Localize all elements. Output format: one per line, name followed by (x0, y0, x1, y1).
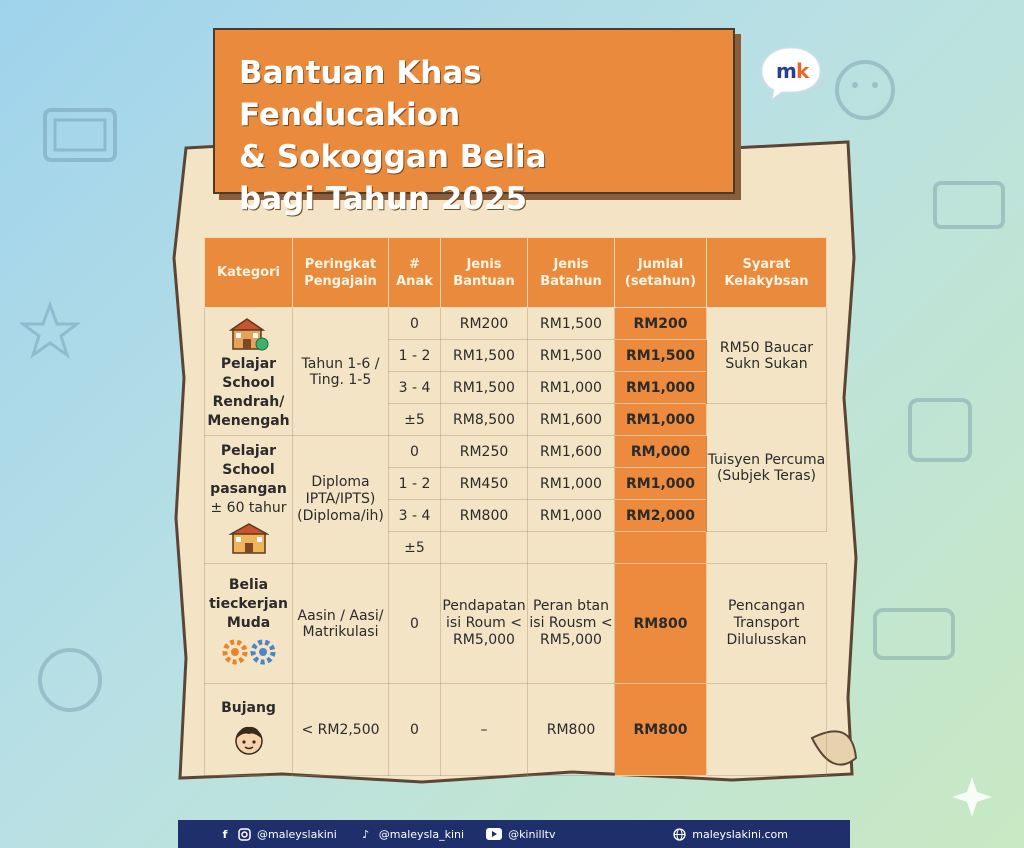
title-banner (213, 28, 735, 217)
requirement-cell: Tuisyen Percuma (Subjek Teras) (707, 404, 827, 532)
globe-icon (673, 828, 686, 841)
svg-text:m: m (776, 59, 797, 83)
title-line-3: bagi Tahun 2025 (239, 181, 528, 217)
facebook-instagram-handle[interactable] (218, 827, 337, 841)
bantuan-cell (441, 532, 528, 564)
youtube-label: @kinilltv (508, 827, 556, 841)
level-cell: < RM2,500 (293, 684, 389, 776)
gears-icon (219, 637, 279, 667)
category-label: Pelajar School Rendrah/ Menengah (207, 355, 290, 429)
total-cell: RM1,000 (615, 468, 707, 500)
requirement-cell: Pencangan Transport Dilulusskan (707, 564, 827, 684)
svg-text:k: k (796, 59, 810, 83)
requirement-cell (707, 684, 827, 776)
bantuan-cell: RM200 (441, 308, 528, 340)
bantuan-cell: RM450 (441, 468, 528, 500)
bantuan-cell: RM8,500 (441, 404, 528, 436)
batahun-cell: RM1,000 (528, 468, 615, 500)
table-row (205, 684, 827, 776)
tiktok-icon: ♪ (362, 827, 370, 841)
header-jumlah: Jumlal (setahun) (615, 238, 707, 308)
requirement-cell: RM50 Baucar Sukn Sukan (707, 308, 827, 404)
bantuan-cell: RM1,500 (441, 340, 528, 372)
school-building-icon (229, 317, 269, 351)
total-cell: RM1,500 (615, 340, 707, 372)
category-label: Bujang (221, 700, 276, 716)
children-cell: ±5 (389, 532, 441, 564)
category-cell (205, 564, 293, 684)
children-cell: 1 - 2 (389, 468, 441, 500)
children-cell: 3 - 4 (389, 372, 441, 404)
malaysiakini-logo-icon (760, 46, 822, 100)
batahun-cell (528, 532, 615, 564)
sparkle-icon (950, 775, 994, 819)
batahun-cell: RM1,500 (528, 308, 615, 340)
total-cell: RM800 (615, 564, 707, 684)
card-doodle-icon (930, 175, 1010, 235)
children-cell: 0 (389, 308, 441, 340)
bantuan-cell: Pendapatan isi Roum < RM5,000 (441, 564, 528, 684)
header-anak: # Anak (389, 238, 441, 308)
instagram-icon (238, 828, 251, 841)
children-cell: 0 (389, 684, 441, 776)
total-cell (615, 532, 707, 564)
category-cell (205, 436, 293, 564)
total-cell: RM,000 (615, 436, 707, 468)
batahun-cell: RM1,000 (528, 372, 615, 404)
children-cell: 0 (389, 436, 441, 468)
title-line-2: & Sokoggan Belia (239, 139, 547, 175)
batahun-cell: RM800 (528, 684, 615, 776)
batahun-cell: RM1,600 (528, 436, 615, 468)
header-peringkat: Peringkat Pengajain (293, 238, 389, 308)
category-label: Belia tieckerjan Muda (209, 577, 288, 631)
batahun-cell: RM1,000 (528, 500, 615, 532)
batahun-cell: RM1,600 (528, 404, 615, 436)
header-jenis-batahun: Jenis Batahun (528, 238, 615, 308)
total-cell: RM200 (615, 308, 707, 340)
category-sublabel: ± 60 tahur (210, 499, 287, 516)
facebook-instagram-label: @maleyslakini (257, 827, 337, 841)
category-cell (205, 684, 293, 776)
children-cell: 3 - 4 (389, 500, 441, 532)
bantuan-cell: RM1,500 (441, 372, 528, 404)
youtube-icon (486, 828, 502, 840)
table-row (205, 564, 827, 684)
header-syarat: Syarat Kelakybsan (707, 238, 827, 308)
category-cell (205, 308, 293, 436)
table-row (205, 308, 827, 340)
header-jenis-bantuan: Jenis Bantuan (441, 238, 528, 308)
ticket-doodle-icon (870, 600, 960, 670)
children-cell: 1 - 2 (389, 340, 441, 372)
laptop-doodle-icon (40, 105, 120, 175)
level-cell: Tahun 1-6 / Ting. 1-5 (293, 308, 389, 436)
website-label: maleyslakini.com (692, 827, 788, 841)
book-doodle-icon (900, 390, 980, 470)
header-kategori: Kategori (205, 238, 293, 308)
bag-doodle-icon (30, 640, 110, 720)
level-cell: Diploma IPTA/IPTS) (Diploma/ih) (293, 436, 389, 564)
table-header-row (205, 238, 827, 308)
children-cell: 0 (389, 564, 441, 684)
website-link[interactable] (673, 828, 788, 841)
facebook-icon: f (222, 827, 228, 841)
face-doodle-icon (830, 55, 900, 125)
bantuan-cell: – (441, 684, 528, 776)
youtube-handle[interactable] (486, 828, 555, 841)
assistance-table (204, 237, 827, 776)
total-cell: RM1,000 (615, 372, 707, 404)
children-cell: ±5 (389, 404, 441, 436)
bantuan-cell: RM800 (441, 500, 528, 532)
boy-face-icon (232, 722, 266, 756)
star-doodle-icon (20, 300, 80, 360)
footer-bar (178, 820, 850, 848)
title-line-1: Bantuan Khas Fenducakion (239, 55, 482, 133)
tiktok-handle[interactable] (359, 827, 464, 841)
batahun-cell: Peran btan isi Rousm < RM5,000 (528, 564, 615, 684)
school-building-icon (229, 522, 269, 554)
total-cell: RM2,000 (615, 500, 707, 532)
total-cell: RM1,000 (615, 404, 707, 436)
level-cell: Aasin / Aasi/ Matrikulasi (293, 564, 389, 684)
bantuan-cell: RM250 (441, 436, 528, 468)
tiktok-label: @maleysla_kini (378, 827, 465, 841)
total-cell: RM800 (615, 684, 707, 776)
category-label: Pelajar School pasangan (210, 442, 287, 497)
batahun-cell: RM1,500 (528, 340, 615, 372)
